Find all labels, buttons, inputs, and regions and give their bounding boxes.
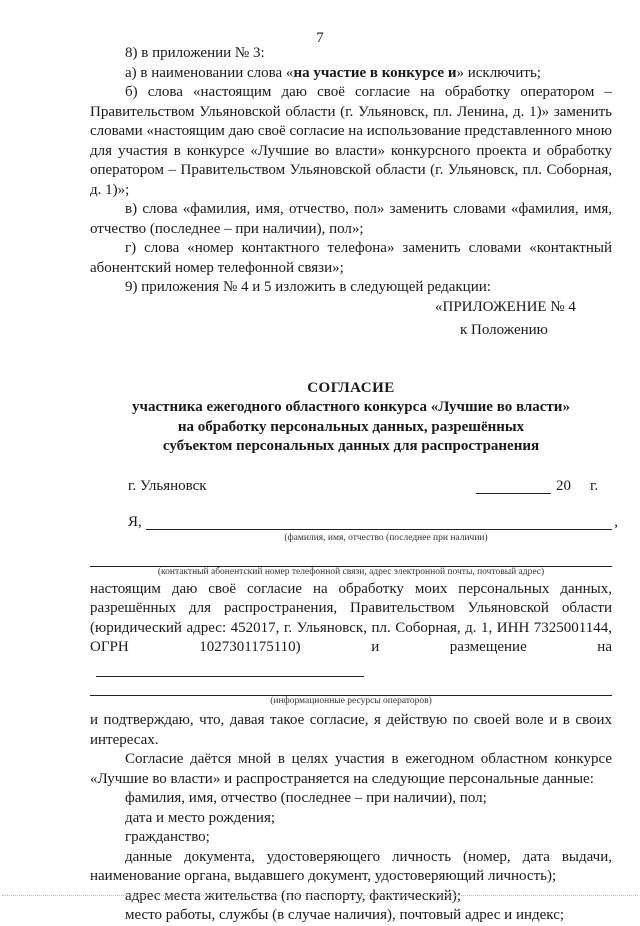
- amend-item-a: [90, 64, 612, 84]
- data-item: гражданство;: [125, 829, 210, 845]
- consent-purpose: Согласие даётся мной в целях участия в ежегодном областном конкурсе «Лучшие во власти» и распространяется на следующие персональные данные:: [90, 751, 612, 787]
- consent-main-text: [90, 580, 612, 678]
- date-blank[interactable]: [476, 477, 551, 494]
- document-body: [90, 44, 618, 926]
- amend-a-bold: на участие в конкурсе и: [293, 64, 457, 81]
- appendix-title: «ПРИЛОЖЕНИЕ № 4: [435, 298, 576, 315]
- data-item: данные документа, удостоверяющего личность (номер, дата выдачи, наименование органа, выдавшего документ, удостоверяющий личность);: [90, 848, 612, 884]
- ya-label: Я,: [128, 513, 142, 530]
- amend-item-8: 8) в приложении № 3:: [125, 45, 265, 61]
- consent-subtitle-3: субъектом персональных данных для распространения: [162, 438, 540, 454]
- contact-blank[interactable]: [90, 552, 612, 567]
- info-resource-blank[interactable]: [96, 662, 364, 677]
- amend-a-pre: а) в наименовании слова «: [125, 64, 294, 81]
- name-comma: ,: [614, 513, 618, 530]
- caption-contact: (контактный абонентский номер телефонной связи, адрес электронной почты, почтовый адрес): [157, 566, 545, 577]
- consent-main: настоящим даю своё согласие на обработку моих персональных данных, разрешённых для распространения, Правительством Ульяновской области (юридический адрес: 452017, г. Ульяновск, пл. Соборная, д. 1, ИНН 7325001144, ОГРН 1027301175110) и размещение на: [90, 580, 612, 655]
- year-label: 20: [556, 477, 571, 494]
- consent-title: СОГЛАСИЕ: [307, 379, 395, 396]
- data-item: место работы, службы (в случае наличия), почтовый адрес и индекс;: [125, 907, 565, 923]
- amend-a-post: » исключить;: [456, 64, 541, 81]
- year-suffix: г.: [590, 477, 599, 494]
- amend-item-g: г) слова «номер контактного телефона» заменить словами «контактный абонентский номер телефонной связи»;: [90, 240, 612, 276]
- name-blank[interactable]: [146, 513, 612, 530]
- scan-edge-dots: [2, 895, 638, 897]
- amend-item-v: в) слова «фамилия, имя, отчество, пол» заменить словами «фамилия, имя, отчество (последнее – при наличии), пол»;: [90, 201, 612, 237]
- consent-subtitle-1: участника ежегодного областного конкурса «Лучшие во власти»: [132, 399, 570, 415]
- amend-item-9: 9) приложения № 4 и 5 изложить в следующей редакции:: [125, 279, 491, 295]
- page-number: 7: [316, 30, 324, 46]
- place-date-row: [90, 477, 612, 497]
- amend-item-b: б) слова «настоящим даю своё согласие на обработку оператором – Правительством Ульяновской области (г. Ульяновск, пл. Ленина, д. 1)» заменить словами «настоящим даю своё согласие на использование представленного мною для участия в конкурсе «Лучшие во власти» конкурсного проекта и обработку оператором – Правительством Ульяновской области (г. Ульяновск, пл. Соборная, д. 1)»;: [90, 84, 612, 198]
- data-item: фамилия, имя, отчество (последнее – при наличии), пол;: [125, 790, 487, 806]
- appendix-ref: к Положению: [460, 322, 548, 338]
- caption-fio: (фамилия, имя, отчество (последнее при наличии): [284, 532, 488, 543]
- data-item: дата и место рождения;: [125, 809, 276, 826]
- city-label: г. Ульяновск: [128, 477, 207, 494]
- info-resource-blank-2[interactable]: [90, 681, 612, 696]
- name-row: [90, 513, 618, 533]
- data-item: адрес места жительства (по паспорту, фактический);: [125, 887, 462, 904]
- consent-confirm: и подтверждаю, что, давая такое согласие, я действую по своей воле и в своих интересах.: [90, 712, 612, 748]
- caption-info: (информационные ресурсы операторов): [270, 696, 432, 706]
- consent-subtitle-2: на обработку персональных данных, разрешённых: [177, 418, 525, 435]
